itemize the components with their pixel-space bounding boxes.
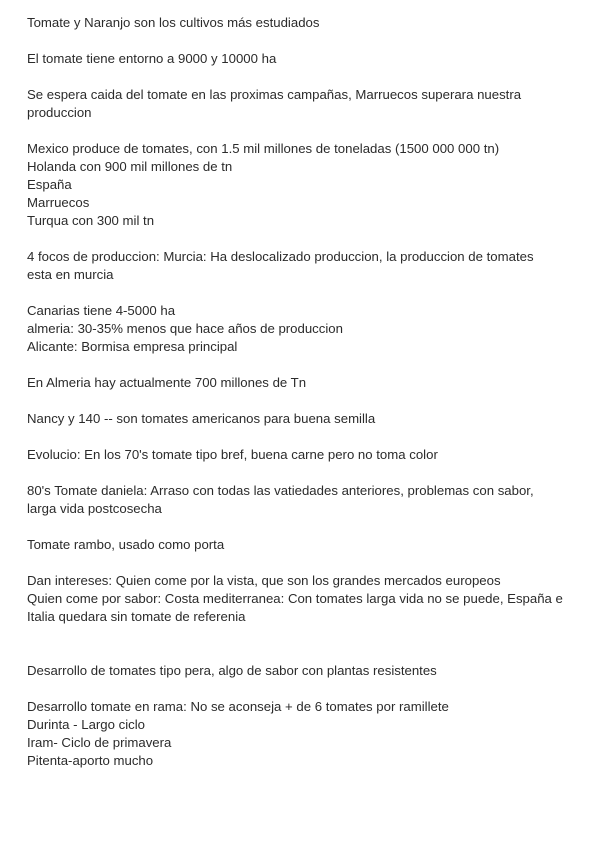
paragraph-rama — [27, 698, 581, 770]
text-line: Tomate y Naranjo son los cultivos más estudiados — [27, 15, 320, 30]
text-line: Se espera caida del tomate en las proximas campañas, Marruecos superara nuestra — [27, 87, 522, 102]
text-line: España — [27, 177, 72, 192]
text-line: larga vida postcosecha — [27, 501, 162, 516]
paragraph-focos — [27, 248, 581, 284]
text-line: Tomate rambo, usado como porta — [27, 537, 225, 552]
text-line: Marruecos — [27, 195, 90, 210]
paragraph-nancy — [27, 410, 581, 428]
text-line: Quien come por sabor: Costa mediterranea: Con tomates larga vida no se puede, España e — [27, 591, 563, 606]
text-line: 80's Tomate daniela: Arraso con todas las vatiedades anteriores, problemas con sabor, — [27, 483, 534, 498]
text-line: Nancy y 140 -- son tomates americanos para buena semilla — [27, 411, 376, 426]
paragraph-almeria — [27, 374, 581, 392]
paragraph-evolucion — [27, 446, 581, 464]
text-line: esta en murcia — [27, 267, 114, 282]
text-line: Mexico produce de tomates, con 1.5 mil millones de toneladas (1500 000 000 tn) — [27, 141, 500, 156]
text-line: Desarrollo tomate en rama: No se aconseja + de 6 tomates por ramillete — [27, 699, 449, 714]
paragraph-pera — [27, 662, 581, 680]
paragraph-regiones — [27, 302, 581, 356]
paragraph-caida — [27, 86, 581, 122]
paragraph-cultivos — [27, 14, 581, 32]
text-line: Durinta - Largo ciclo — [27, 717, 146, 732]
paragraph-productores — [27, 140, 581, 230]
text-line: Pitenta-aporto mucho — [27, 753, 154, 768]
text-line: almeria: 30-35% menos que hace años de produccion — [27, 321, 343, 336]
text-line: En Almeria hay actualmente 700 millones de Tn — [27, 375, 307, 390]
text-line: Holanda con 900 mil millones de tn — [27, 159, 233, 174]
paragraph-intereses — [27, 572, 581, 626]
text-line: El tomate tiene entorno a 9000 y 10000 ha — [27, 51, 277, 66]
text-line: Iram- Ciclo de primavera — [27, 735, 172, 750]
paragraph-daniela — [27, 482, 581, 518]
text-line: produccion — [27, 105, 92, 120]
text-line: Evolucio: En los 70's tomate tipo bref, buena carne pero no toma color — [27, 447, 438, 462]
text-line: Alicante: Bormisa empresa principal — [27, 339, 238, 354]
paragraph-hectareas — [27, 50, 581, 68]
text-line: Italia quedara sin tomate de referenia — [27, 609, 246, 624]
text-line: Dan intereses: Quien come por la vista, que son los grandes mercados europeos — [27, 573, 501, 588]
paragraph-rambo — [27, 536, 581, 554]
text-line: Turqua con 300 mil tn — [27, 213, 155, 228]
text-line: Desarrollo de tomates tipo pera, algo de sabor con plantas resistentes — [27, 663, 437, 678]
text-line: 4 focos de produccion: Murcia: Ha deslocalizado produccion, la produccion de tomates — [27, 249, 534, 264]
text-line: Canarias tiene 4-5000 ha — [27, 303, 176, 318]
